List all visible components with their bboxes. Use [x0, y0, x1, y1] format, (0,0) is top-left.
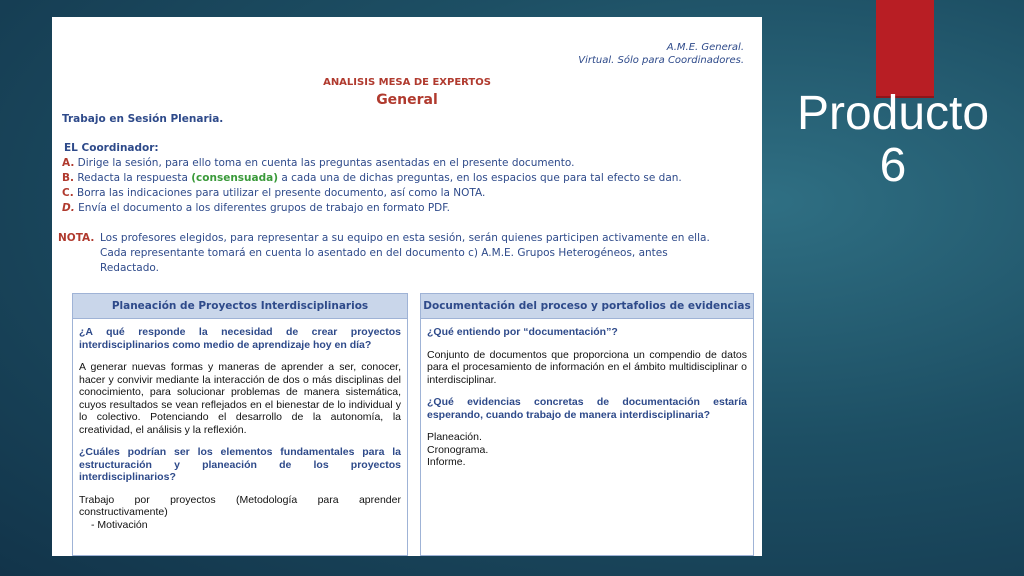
question-2-left: ¿Cuáles podrían ser los elementos fundamentales para la estructuración y planeación de los proyectos interdisciplinarios?	[79, 446, 401, 483]
analysis-table	[72, 293, 754, 556]
table-header-right: Documentación del proceso y portafolios de evidencias	[421, 294, 753, 319]
coordinator-heading: EL Coordinador:	[64, 142, 159, 154]
header-line-2: Virtual. Sólo para Coordinadores.	[578, 55, 744, 66]
answer-2-left: Trabajo por proyectos (Metodología para aprender constructivamente)	[79, 493, 401, 518]
session-label: Trabajo en Sesión Plenaria.	[62, 113, 224, 125]
table-column-left	[72, 293, 408, 556]
table-column-right	[420, 293, 754, 556]
question-1-right: ¿Qué entiendo por “documentación”?	[427, 326, 618, 338]
header-line-1: A.M.E. General.	[666, 42, 744, 53]
table-header-left: Planeación de Proyectos Interdisciplinarios	[73, 294, 407, 319]
question-1-left: ¿A qué responde la necesidad de crear proyectos interdisciplinarios como medio de aprendizaje hoy en día?	[79, 326, 401, 351]
answer-2-list-item: - Motivación	[91, 518, 148, 531]
note-line-3: Redactado.	[100, 262, 159, 274]
document-title: ANALISIS MESA DE EXPERTOS	[323, 77, 491, 88]
evidence-item: Informe.	[427, 456, 466, 468]
red-accent-bar	[876, 0, 934, 98]
answer-1-right: Conjunto de documentos que proporciona un compendio de datos para el procesamiento de información en el ámbito multidisciplinar o interdisciplinar.	[427, 348, 747, 386]
consensuada-highlight: (consensuada)	[191, 172, 279, 184]
step-b: B. Redacta la respuesta (consensuada) a cada una de dichas preguntas, en los espacios que para tal efecto se dan.	[62, 172, 682, 184]
document-image	[52, 17, 762, 556]
question-2-right: ¿Qué evidencias concretas de documentación estaría esperando, cuando trabajo de manera interdisciplinaria?	[427, 396, 747, 421]
table-cell-left	[79, 326, 401, 531]
step-d: D. Envía el documento a los diferentes grupos de trabajo en formato PDF.	[62, 202, 450, 214]
document-header	[578, 41, 744, 67]
step-c: C. Borra las indicaciones para utilizar el presente documento, así como la NOTA.	[62, 187, 486, 199]
document-subtitle: General	[376, 92, 438, 108]
note-label: NOTA.	[58, 232, 95, 244]
note-line-1: Los profesores elegidos, para representar a su equipo en esta sesión, serán quienes participen activamente en ella.	[100, 232, 710, 244]
evidence-item: Planeación.	[427, 431, 482, 443]
step-a: A. Dirige la sesión, para ello toma en cuenta las preguntas asentadas en el presente documento.	[62, 157, 575, 169]
evidence-item: Cronograma.	[427, 443, 489, 456]
slide-title: Producto 6	[796, 87, 990, 192]
table-cell-right	[427, 326, 747, 469]
note-line-2: Cada representante tomará en cuenta lo asentado en del documento c) A.M.E. Grupos Heterogéneos, antes	[100, 247, 668, 259]
answer-1-left: A generar nuevas formas y maneras de aprender a ser, conocer, hacer y convivir mediante la interacción de dos o más disciplinas del conocimiento, para solucionar problemas de manera sistemática, cuyos resultados se vean reflejados en el bienestar de lo individual y lo colectivo. Potenciando el desarrollo de la autonomía, la creatividad, el análisis y la reflexión.	[79, 361, 401, 436]
